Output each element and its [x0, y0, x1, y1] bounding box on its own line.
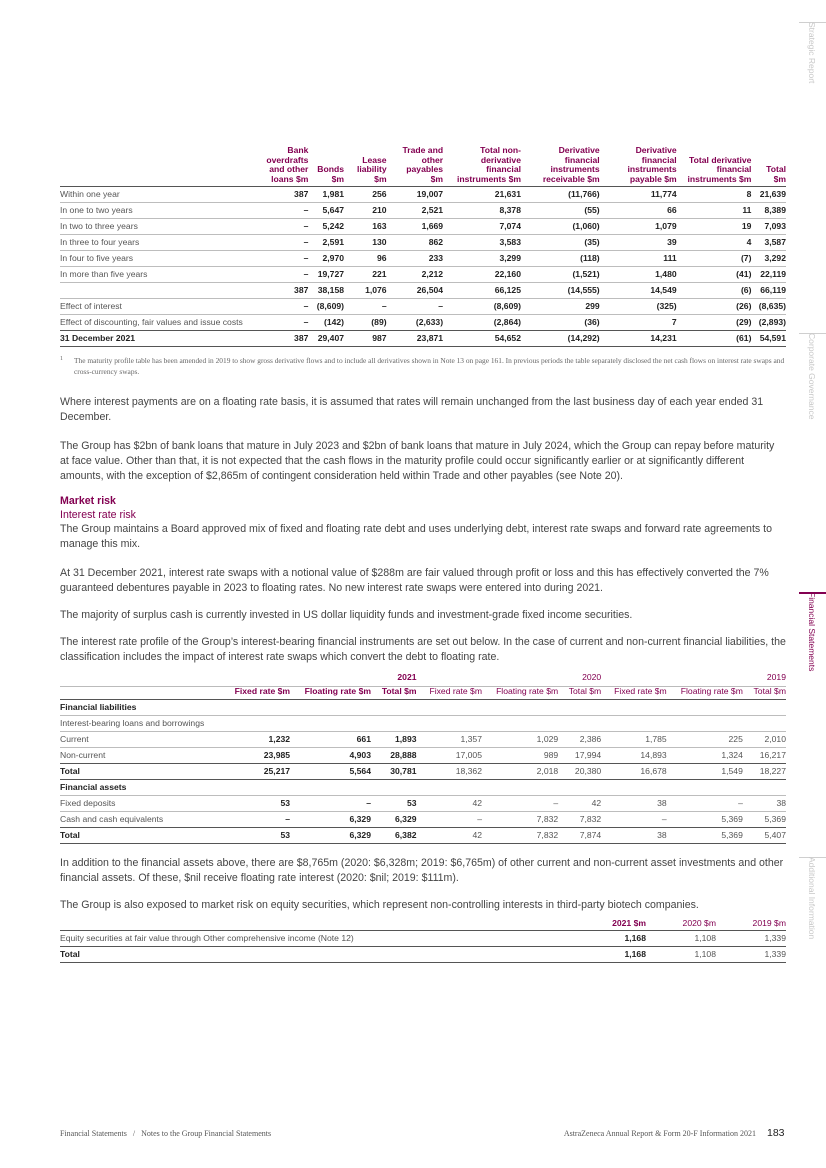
column-header: Total $m [568, 685, 602, 696]
table-cell: 16,678 [601, 763, 666, 779]
table-cell: (36) [521, 315, 600, 331]
table-cell: 5,242 [308, 219, 344, 235]
table-cell: 1,168 [576, 931, 646, 947]
table-cell: 387 [243, 331, 309, 347]
table-row [60, 283, 786, 299]
table-cell: 7,074 [443, 219, 521, 235]
column-header [60, 146, 243, 187]
column-header: Derivative financial instruments receivable $m [542, 145, 600, 184]
table-row [60, 251, 786, 267]
table-cell: 42 [417, 795, 482, 811]
table-cell: 1,168 [576, 947, 646, 963]
table-cell: 11 [677, 203, 752, 219]
table-cell [290, 715, 371, 731]
row-label: In four to five years [60, 251, 243, 267]
table-cell: 1,108 [646, 947, 716, 963]
row-label [60, 283, 243, 299]
breadcrumb-separator: / [132, 1129, 136, 1138]
column-header: Total $m [753, 685, 786, 696]
column-header: Total non-derivative financial instruments $m [457, 145, 521, 184]
table-cell: (8,609) [308, 299, 344, 315]
heading-interest-rate-risk: Interest rate risk [60, 509, 136, 522]
row-label: Total [60, 763, 221, 779]
table-cell: 25,217 [221, 763, 290, 779]
paragraph-surplus-cash: The majority of surplus cash is currently invested in US dollar liquidity funds and investment-grade fixed income securities. [60, 609, 633, 622]
table-cell: (1,521) [521, 267, 600, 283]
table-row [60, 187, 786, 203]
breadcrumb-section[interactable]: Financial Statements [60, 1129, 127, 1138]
column-header: Total derivative financial instruments $m [687, 154, 752, 184]
table-row [60, 315, 786, 331]
table-cell [667, 779, 743, 795]
table-cell: (2,893) [751, 315, 786, 331]
table-cell: 210 [344, 203, 387, 219]
table-cell: 862 [387, 235, 443, 251]
table-cell: – [601, 811, 666, 827]
table-cell: 1,785 [601, 731, 666, 747]
table-row [60, 947, 786, 963]
table-cell: 19 [677, 219, 752, 235]
table-cell: – [667, 795, 743, 811]
table-cell: 1,029 [482, 731, 558, 747]
table-cell: 5,647 [308, 203, 344, 219]
sidebar-label: Additional Information [807, 857, 817, 940]
column-header: Derivative financial instruments payable $m [627, 145, 677, 184]
equity-securities-table [60, 919, 786, 964]
table-cell: 2,970 [308, 251, 344, 267]
table-cell: 3,299 [443, 251, 521, 267]
table-cell [290, 699, 371, 715]
table-cell [482, 715, 558, 731]
table-row [60, 827, 786, 843]
column-header: 2021 $m [612, 917, 646, 928]
row-label: Effect of discounting, fair values and issue costs [60, 315, 243, 331]
table-row [60, 699, 786, 715]
table-cell: 1,549 [667, 763, 743, 779]
row-label: Within one year [60, 187, 243, 203]
table-cell: 2,386 [558, 731, 601, 747]
row-label: Financial liabilities [60, 699, 221, 715]
table-cell: (41) [677, 267, 752, 283]
table-cell: – [243, 267, 309, 283]
table-cell: 1,357 [417, 731, 482, 747]
table-cell: (118) [521, 251, 600, 267]
table-cell: 14,231 [600, 331, 677, 347]
year-header: 2020 [417, 673, 602, 686]
table-cell: 1,339 [716, 947, 786, 963]
column-header: Total $m [766, 164, 786, 184]
table-cell: 1,981 [308, 187, 344, 203]
table-cell: (11,766) [521, 187, 600, 203]
table-row [60, 331, 786, 347]
table-cell [482, 779, 558, 795]
table-cell: 7,093 [751, 219, 786, 235]
table-cell: 2,212 [387, 267, 443, 283]
table-cell: – [417, 811, 482, 827]
table-cell: (26) [677, 299, 752, 315]
table-row [60, 811, 786, 827]
paragraph-other-financial-assets: In addition to the financial assets above, there are $8,765m (2020: $6,328m; 2019: $6,765m) of other current and non-current asset investments and other financial assets. Of these, $nil receive floating rate interest (2020: $nil; 2019: $111m). [60, 856, 784, 884]
table-cell: 18,362 [417, 763, 482, 779]
row-label: Current [60, 731, 221, 747]
table-cell: 66,119 [751, 283, 786, 299]
table-cell: 26,504 [387, 283, 443, 299]
row-label: Non-current [60, 747, 221, 763]
table-cell [371, 699, 417, 715]
interest-rate-profile-table [60, 673, 786, 843]
table-cell [417, 699, 482, 715]
table-cell: 1,480 [600, 267, 677, 283]
table-cell: (29) [677, 315, 752, 331]
table-cell: 225 [667, 731, 743, 747]
table-cell: (6) [677, 283, 752, 299]
column-header: Fixed rate $m [429, 685, 482, 696]
table-cell [667, 715, 743, 731]
table-cell: 299 [521, 299, 600, 315]
table-cell: 2,018 [482, 763, 558, 779]
spacer [60, 673, 221, 686]
table-cell: 8,389 [751, 203, 786, 219]
table-cell: 7 [600, 315, 677, 331]
footnote-text: The maturity profile table has been amended in 2019 to show gross derivative flows and to include all derivatives shown in Note 13 on page 161. In previous periods the table separately disclosed the net cash flows on interest rate swaps and cross-currency swaps. [74, 356, 785, 377]
table-cell: 111 [600, 251, 677, 267]
table-cell: 20,380 [558, 763, 601, 779]
column-header [60, 919, 576, 931]
table-cell: 17,994 [558, 747, 601, 763]
column-header: Bank overdrafts and other loans $m [266, 145, 309, 184]
table-cell: 3,292 [751, 251, 786, 267]
table-cell: 3,583 [443, 235, 521, 251]
table-cell: 28,888 [371, 747, 417, 763]
column-header: Floating rate $m [496, 685, 559, 696]
table-cell [371, 779, 417, 795]
table-cell: – [243, 219, 309, 235]
table-cell: 14,549 [600, 283, 677, 299]
main-content [60, 146, 786, 963]
table-cell [743, 715, 786, 731]
table-cell [290, 779, 371, 795]
table-cell [371, 715, 417, 731]
table-cell: 8,378 [443, 203, 521, 219]
page-number: 183 [767, 1127, 785, 1139]
row-label: Fixed deposits [60, 795, 221, 811]
table-cell: 6,329 [371, 811, 417, 827]
row-label: Interest-bearing loans and borrowings [60, 715, 221, 731]
table-cell: 7,874 [558, 827, 601, 843]
column-header: Bonds $m [317, 164, 345, 184]
table-cell: 1,893 [371, 731, 417, 747]
table-cell: 2,591 [308, 235, 344, 251]
row-label: In more than five years [60, 267, 243, 283]
table-cell: 5,407 [743, 827, 786, 843]
table-cell [558, 715, 601, 731]
table-cell: 22,119 [751, 267, 786, 283]
table-cell [482, 699, 558, 715]
paragraph-interest-swaps: At 31 December 2021, interest rate swaps with a notional value of $288m are fair valued through profit or loss and this has effectively converted the 7% guaranteed debentures payable in 2023 to floating rates. No new interest rate swaps were entered into during 2021. [60, 567, 769, 595]
table-row [60, 763, 786, 779]
table-cell: (8,635) [751, 299, 786, 315]
table-cell: 5,369 [667, 811, 743, 827]
table-cell: 2,010 [743, 731, 786, 747]
table-cell: (8,609) [443, 299, 521, 315]
column-header: Floating rate $m [304, 685, 371, 696]
table-cell: – [243, 203, 309, 219]
table-cell: 38 [601, 795, 666, 811]
table-cell: 1,076 [344, 283, 387, 299]
table-cell: 22,160 [443, 267, 521, 283]
row-label: Cash and cash equivalents [60, 811, 221, 827]
table-cell: 66 [600, 203, 677, 219]
table-row [60, 267, 786, 283]
table-cell: 5,564 [290, 763, 371, 779]
table-cell: (7) [677, 251, 752, 267]
table-cell: 1,669 [387, 219, 443, 235]
table-cell: 38 [743, 795, 786, 811]
table-cell: 7,832 [558, 811, 601, 827]
table-cell: (142) [308, 315, 344, 331]
table-cell: 42 [417, 827, 482, 843]
table-cell [743, 699, 786, 715]
table-cell: 256 [344, 187, 387, 203]
table-cell: 661 [290, 731, 371, 747]
table-cell: 6,329 [290, 811, 371, 827]
table-cell: (325) [600, 299, 677, 315]
table-cell [221, 699, 290, 715]
table-cell: (61) [677, 331, 752, 347]
table-cell: – [344, 299, 387, 315]
table-cell: 8 [677, 187, 752, 203]
table-cell [601, 779, 666, 795]
table-row [60, 203, 786, 219]
table-cell: 53 [371, 795, 417, 811]
table-cell: – [243, 315, 309, 331]
table-row [60, 779, 786, 795]
paragraph-equity-securities: The Group is also exposed to market risk on equity securities, which represent non-controlling interests in third-party biotech companies. [60, 898, 699, 911]
table-cell: 989 [482, 747, 558, 763]
column-header: Floating rate $m [680, 685, 743, 696]
table-cell: 19,007 [387, 187, 443, 203]
table-cell: 987 [344, 331, 387, 347]
table-cell: 66,125 [443, 283, 521, 299]
table-cell: 54,652 [443, 331, 521, 347]
table-cell: 1,232 [221, 731, 290, 747]
table-cell: 6,382 [371, 827, 417, 843]
column-header: 2020 $m [682, 917, 716, 928]
table-cell: (14,292) [521, 331, 600, 347]
footnote [60, 355, 786, 377]
table-cell: (2,633) [387, 315, 443, 331]
table-cell [221, 779, 290, 795]
table-cell: (14,555) [521, 283, 600, 299]
table-cell: 1,339 [716, 931, 786, 947]
table-cell [417, 715, 482, 731]
table-row [60, 931, 786, 947]
table-cell: 21,631 [443, 187, 521, 203]
row-label: 31 December 2021 [60, 331, 243, 347]
table-cell: 5,369 [743, 811, 786, 827]
table-cell: – [221, 811, 290, 827]
row-label: Equity securities at fair value through Other comprehensive income (Note 12) [60, 931, 576, 947]
heading-market-risk: Market risk [60, 495, 116, 508]
table-cell: 1,108 [646, 931, 716, 947]
table-cell [221, 715, 290, 731]
column-header: Lease liability $m [356, 154, 387, 184]
row-label: In three to four years [60, 235, 243, 251]
table-cell: (55) [521, 203, 600, 219]
table-cell: 30,781 [371, 763, 417, 779]
column-header: Total $m [381, 685, 417, 696]
table-cell: – [243, 235, 309, 251]
table-cell: (35) [521, 235, 600, 251]
table-cell [558, 779, 601, 795]
column-header: Trade and other payables $m [402, 145, 444, 184]
year-header: 2021 [221, 673, 416, 686]
table-cell: 163 [344, 219, 387, 235]
footnote-marker: 1 [60, 356, 63, 363]
paragraph-interest-profile: The interest rate profile of the Group’s interest-bearing financial instruments are set out below. In the case of current and non-current financial liabilities, the classification includes the impact of interest rate swaps which convert the debt to floating rate. [60, 636, 786, 664]
footer-publication: AstraZeneca Annual Report & Form 20-F Information 2021 [563, 1129, 756, 1138]
breadcrumb-page[interactable]: Notes to the Group Financial Statements [141, 1129, 272, 1138]
table-cell [417, 779, 482, 795]
table-row [60, 219, 786, 235]
table-cell: 42 [558, 795, 601, 811]
table-cell: (2,864) [443, 315, 521, 331]
table-cell: – [243, 299, 309, 315]
table-cell: 54,591 [751, 331, 786, 347]
table-cell: 3,587 [751, 235, 786, 251]
column-header: Fixed rate $m [234, 685, 291, 696]
table-cell: 14,893 [601, 747, 666, 763]
table-row [60, 715, 786, 731]
row-label: In two to three years [60, 219, 243, 235]
table-cell: 387 [243, 283, 309, 299]
table-cell [601, 715, 666, 731]
table-cell: 2,521 [387, 203, 443, 219]
table-cell: 21,639 [751, 187, 786, 203]
table-cell: 1,324 [667, 747, 743, 763]
table-cell: 19,727 [308, 267, 344, 283]
sidebar-label: Financial Statements [807, 592, 817, 672]
year-header: 2019 [601, 673, 786, 686]
table-cell: 23,985 [221, 747, 290, 763]
table-cell: 29,407 [308, 331, 344, 347]
row-label: Total [60, 827, 221, 843]
table-cell: – [387, 299, 443, 315]
sidebar-label: Strategic Report [807, 22, 817, 84]
table-cell: 17,005 [417, 747, 482, 763]
table-cell: 18,227 [743, 763, 786, 779]
table-cell: 4 [677, 235, 752, 251]
table-cell: 16,217 [743, 747, 786, 763]
column-header: Fixed rate $m [614, 685, 667, 696]
table-cell [743, 779, 786, 795]
footer-breadcrumb [60, 1129, 271, 1138]
table-cell: 53 [221, 795, 290, 811]
table-cell: 130 [344, 235, 387, 251]
table-cell: 38,158 [308, 283, 344, 299]
table-cell: 96 [344, 251, 387, 267]
table-cell: 53 [221, 827, 290, 843]
sidebar-label: Corporate Governance [807, 333, 817, 420]
table-cell: – [290, 795, 371, 811]
paragraph-debt-mix: The Group maintains a Board approved mix of fixed and floating rate debt and uses underlying debt, interest rate swaps and forward rate agreements to manage this mix. [60, 523, 772, 551]
row-label: Total [60, 947, 576, 963]
table-cell: 387 [243, 187, 309, 203]
table-cell: 23,871 [387, 331, 443, 347]
table-cell: 11,774 [600, 187, 677, 203]
table-row [60, 747, 786, 763]
column-header: 2019 $m [752, 917, 786, 928]
column-header [60, 686, 221, 699]
table-row [60, 731, 786, 747]
table-row [60, 299, 786, 315]
table-cell: (1,060) [521, 219, 600, 235]
table-cell: 5,369 [667, 827, 743, 843]
table-cell [601, 699, 666, 715]
table-row [60, 235, 786, 251]
table-cell: – [482, 795, 558, 811]
table-cell: 39 [600, 235, 677, 251]
table-row [60, 795, 786, 811]
table-cell [558, 699, 601, 715]
table-cell: 7,832 [482, 811, 558, 827]
maturity-profile-table [60, 146, 786, 347]
table-cell: 4,903 [290, 747, 371, 763]
table-cell: 6,329 [290, 827, 371, 843]
table-cell [667, 699, 743, 715]
row-label: Effect of interest [60, 299, 243, 315]
table-cell: (89) [344, 315, 387, 331]
table-cell: – [243, 251, 309, 267]
paragraph-bank-loans: The Group has $2bn of bank loans that mature in July 2023 and $2bn of bank loans that mature in July 2024, which the Group can repay before maturity at face value. Other than that, it is not expected that the cash flows in the maturity profile could occur significantly earlier or at significantly different amounts, with the exception of $2,865m of contingent consideration held within Trade and other payables (see Note 20). [60, 440, 775, 483]
row-label: Financial assets [60, 779, 221, 795]
table-cell: 38 [601, 827, 666, 843]
table-cell: 7,832 [482, 827, 558, 843]
paragraph-floating-rate: Where interest payments are on a floating rate basis, it is assumed that rates will remain unchanged from the last business day of each year ended 31 December. [60, 396, 764, 424]
table-cell: 221 [344, 267, 387, 283]
table-cell: 233 [387, 251, 443, 267]
row-label: In one to two years [60, 203, 243, 219]
table-cell: 1,079 [600, 219, 677, 235]
